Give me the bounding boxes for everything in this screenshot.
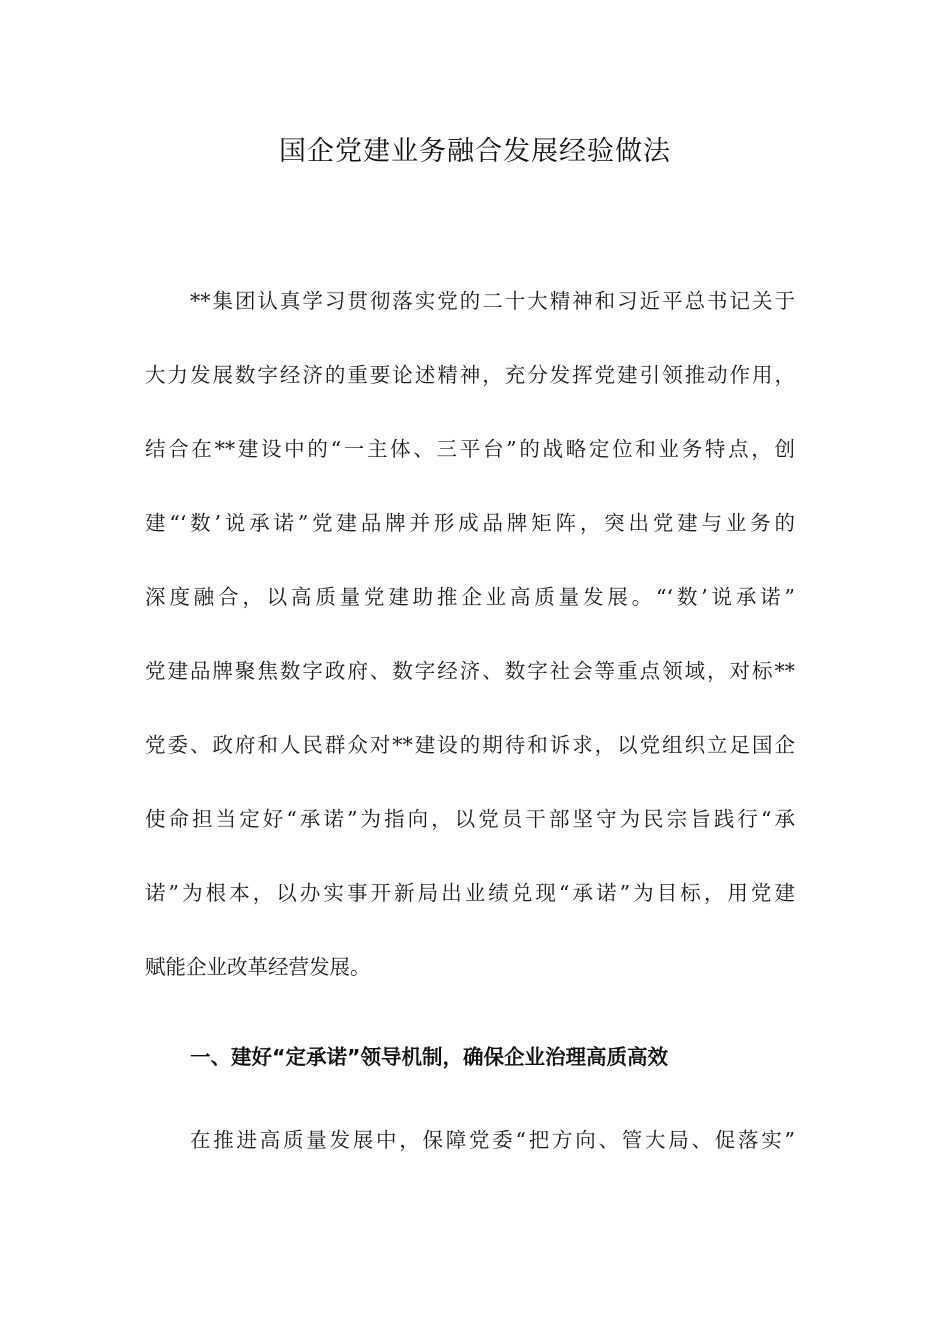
paragraph-line: **集团认真学习贯彻落实党的二十大精神和习近平总书记关于 (190, 289, 795, 313)
paragraph-line: 党委、政府和人民群众对**建设的期待和诉求，以党组织立足国企 (145, 733, 795, 757)
document-title: 国企党建业务融合发展经验做法 (279, 136, 671, 167)
paragraph-line: 深度融合，以高质量党建助推企业高质量发展。“‘数’说承诺” (145, 585, 795, 609)
paragraph-line: 大力发展数字经济的重要论述精神，充分发挥党建引领推动作用， (145, 363, 795, 387)
paragraph-line: 诺”为根本，以办实事开新局出业绩兑现“承诺”为目标，用党建 (145, 881, 795, 905)
paragraph-line: 结合在**建设中的“一主体、三平台”的战略定位和业务特点，创 (145, 437, 795, 461)
paragraph-line: 党建品牌聚焦数字政府、数字经济、数字社会等重点领域，对标** (145, 659, 795, 683)
section-heading: 一、建好“定承诺”领导机制，确保企业治理高质高效 (190, 1045, 668, 1069)
paragraph-line: 使命担当定好“承诺”为指向，以党员干部坚守为民宗旨践行“承 (145, 807, 795, 831)
paragraph-line: 在推进高质量发展中，保障党委“把方向、管大局、促落实” (190, 1128, 795, 1152)
paragraph-line: 赋能企业改革经营发展。 (145, 955, 371, 979)
paragraph-line: 建“‘数’说承诺”党建品牌并形成品牌矩阵，突出党建与业务的 (145, 511, 795, 535)
